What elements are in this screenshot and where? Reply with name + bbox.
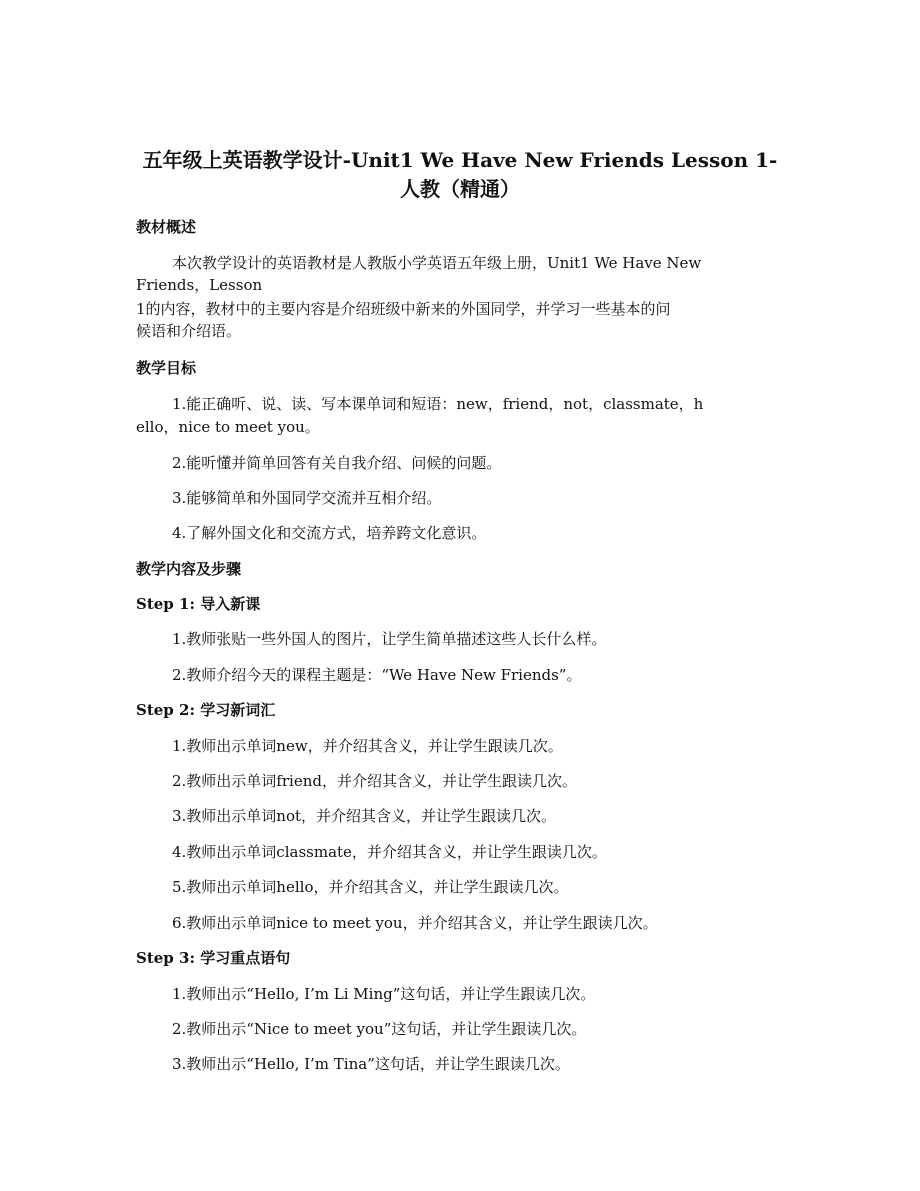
goal-item-1-line-1: 1.能正确听、说、读、写本课单词和短语：new，friend，not，classmate，h — [172, 395, 704, 413]
step2-item-6: 6.教师出示单词nice to meet you，并介绍其含义，并让学生跟读几次。 — [172, 914, 658, 932]
step2-heading: Step 2: 学习新词汇 — [136, 701, 276, 719]
step2-item-3: 3.教师出示单词not，并介绍其含义，并让学生跟读几次。 — [172, 807, 557, 825]
overview-text-line-2: Friends，Lesson — [136, 276, 263, 294]
overview-text-line-1: 本次教学设计的英语教材是人教版小学英语五年级上册，Unit1 We Have New — [172, 254, 702, 272]
step2-item-4: 4.教师出示单词classmate，并介绍其含义，并让学生跟读几次。 — [172, 843, 607, 861]
document-title — [120, 146, 800, 204]
step1-item-2: 2.教师介绍今天的课程主题是：“We Have New Friends”。 — [172, 666, 582, 684]
overview-text-line-3: 1的内容，教材中的主要内容是介绍班级中新来的外国同学，并学习一些基本的问 — [136, 300, 671, 318]
step1-heading: Step 1: 导入新课 — [136, 595, 261, 613]
overview-heading: 教材概述 — [136, 218, 197, 236]
goal-item-4: 4.了解外国文化和交流方式，培养跨文化意识。 — [172, 524, 487, 542]
step3-heading: Step 3: 学习重点语句 — [136, 949, 291, 967]
step3-item-2: 2.教师出示“Nice to meet you”这句话，并让学生跟读几次。 — [172, 1020, 587, 1038]
step3-item-1: 1.教师出示“Hello, I’m Li Ming”这句话，并让学生跟读几次。 — [172, 985, 596, 1003]
goal-item-1-line-2: ello，nice to meet you。 — [136, 418, 320, 436]
step3-item-3: 3.教师出示“Hello, I’m Tina”这句话，并让学生跟读几次。 — [172, 1055, 570, 1073]
goals-heading: 教学目标 — [136, 359, 197, 377]
goal-item-3: 3.能够简单和外国同学交流并互相介绍。 — [172, 489, 442, 507]
content-heading: 教学内容及步骤 — [136, 560, 242, 578]
overview-text-line-4: 候语和介绍语。 — [136, 322, 242, 340]
title-line-1: 五年级上英语教学设计-Unit1 We Have New Friends Lesson 1- — [142, 148, 778, 172]
step2-item-2: 2.教师出示单词friend，并介绍其含义，并让学生跟读几次。 — [172, 772, 577, 790]
step2-item-1: 1.教师出示单词new，并介绍其含义，并让学生跟读几次。 — [172, 737, 563, 755]
step1-item-1: 1.教师张贴一些外国人的图片，让学生简单描述这些人长什么样。 — [172, 630, 607, 648]
title-line-2: 人教（精通） — [400, 177, 520, 201]
step2-item-5: 5.教师出示单词hello，并介绍其含义，并让学生跟读几次。 — [172, 878, 569, 896]
goal-item-2: 2.能听懂并简单回答有关自我介绍、问候的问题。 — [172, 454, 502, 472]
